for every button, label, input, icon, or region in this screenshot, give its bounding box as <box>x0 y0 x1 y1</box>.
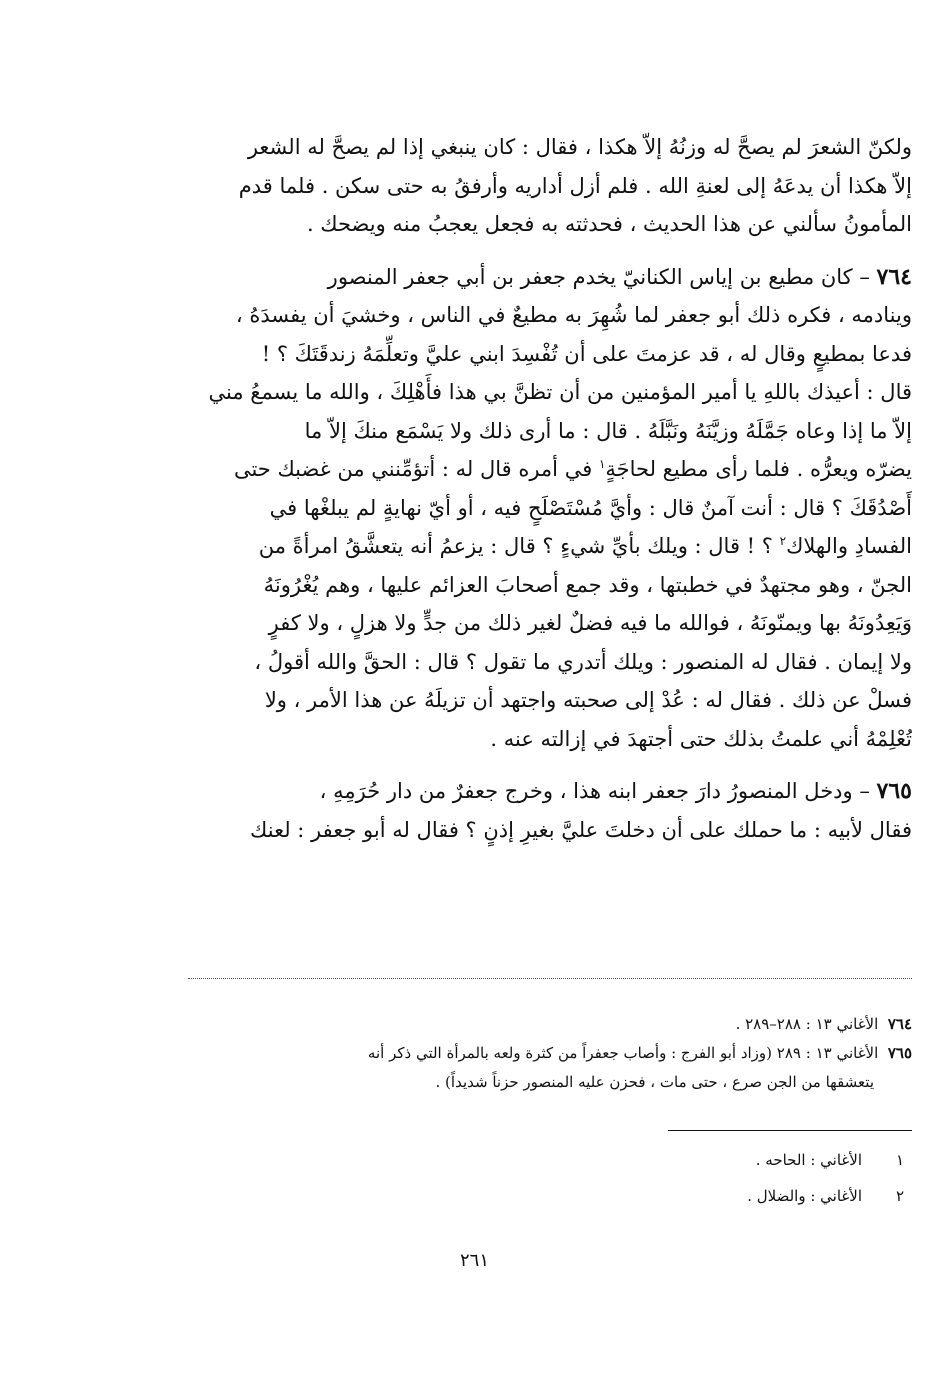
text-line: تُعْلِمْهُ أني علمتُ بذلك حتى أجتهدَ في إزالته عنه . <box>490 726 912 751</box>
text-line: قال : أعيذك باللهِ يا أمير المؤمنين من أن تظنَّ بي هذا فأَهْلِكَ ، والله ما يسمعُ مني <box>208 380 912 404</box>
footnote: ١الأغاني : الحاحه . <box>755 1151 904 1169</box>
source-entry: ٧٦٥ الأغاني ١٣ : ٢٨٩ (وزاد أبو الفرج : وأصاب جعفراً من كثرة ولعه بالمرأة التي ذكر أنه <box>367 1044 912 1062</box>
text-line: وينادمه ، فكره ذلك أبو جعفر لما شُهِرَ به مطيعٌ في الناس ، وخشيَ أن يفسدَهُ ، <box>235 303 912 327</box>
text-line: فقال لأبيه : ما حملك على أن دخلتَ عليَّ بغيرِ إذنٍ ؟ فقال له أبو جعفر : لعنك <box>250 817 912 842</box>
text-line: الفسادِ والهلاك$^٢$ ؟ ! قال : ويلك بأيِّ شيءٍ ؟ قال : يزعمُ أنه يتعشَّقُ امرأةً من <box>258 534 912 558</box>
page-number: ٢٦١ <box>459 1250 489 1271</box>
text-line: وَيَعِدُونَهُ بها ويمنّونَهُ ، فوالله ما فيه فضلٌ لغير ذلك من جدٍّ ولا هزلٍ ، ولا كفرٍ <box>268 611 912 635</box>
text-line: أَصْدُقَكَ ؟ قال : أنت آمنٌ قال : وأيَّ مُسْتَصْلَحٍ فيه ، أو أيّ نهايةٍ لم يبلغْها في <box>269 495 912 520</box>
text-line: الجنّ ، وهو مجتهدٌ في خطبتها ، وقد جمع أصحابَ العزائم عليها ، وهم يُغْرُونَهُ <box>263 572 912 597</box>
paragraph-number: ٧٦٤ <box>876 263 912 290</box>
sources-block <box>186 1010 912 1097</box>
text-line: ولكنّ الشعرَ لم يصحَّ له وزنُهُ إلاّ هكذا ، فقال : كان ينبغي إذا لم يصحَّ له الشعر <box>247 135 912 159</box>
main-text <box>186 128 912 849</box>
text-line: يضرّه ويعرُّه . فلما رأى مطيع لحاجَةٍ$^١$ في أمره قال له : أتؤمِّنني من غضبك حتى <box>233 457 912 481</box>
text-line: فدعا بمطيعٍ وقال له ، قد عزمتَ على أن تُفْسِدَ ابني عليَّ وتعلِّمَهُ زندقَتَكَ ؟ ! <box>261 341 912 366</box>
text-line: ولا إيمان . فقال له المنصور : ويلك أتدري ما تقول ؟ قال : الحقَّ والله أقولُ ، <box>254 649 912 674</box>
footnotes-separator <box>668 1130 912 1131</box>
text-line: ٧٦٥ – ودخل المنصورُ دارَ جعفر ابنه هذا ، وخرج جعفرٌ من دار حُرَمِهِ ، <box>319 778 912 804</box>
footnote-ref: ٢ <box>779 534 787 548</box>
paragraph-764 <box>186 258 912 759</box>
text-line: إلاّ هكذا أن يدعَهُ إلى لعنةِ الله . فلم أزل أداريه وأرفقُ به حتى سكن . فلما قدم <box>238 173 912 198</box>
footnote-ref: ١ <box>598 457 606 471</box>
footnote: ٢الأغاني : والضلال . <box>747 1187 904 1205</box>
text-line: فسلْ عن ذلك . فقال له : عُدْ إلى صحبته واجتهد أن تزيلَهُ عن هذا الأمر ، ولا <box>264 688 912 712</box>
footnotes-block <box>500 1142 912 1214</box>
text-line: إلاّ ما إذا وعاه جَمَّلَهُ وزيَّنَهُ ونَبَّلَهُ . قال : ما أرى ذلك ولا يَسْمَع منكَ إلاّ ما <box>304 418 912 443</box>
source-entry-continuation: يتعشقها من الجن صرع ، حتى مات ، فحزن عليه المنصور حزناً شديداً) . <box>435 1073 874 1091</box>
paragraph-765 <box>186 772 912 849</box>
sources-separator <box>188 978 912 979</box>
paragraph-number: ٧٦٥ <box>876 778 912 804</box>
text-line: ٧٦٤ – كان مطيع بن إياس الكنانيّ يخدم جعفر بن أبي جعفر المنصور <box>327 263 912 290</box>
text-line: المأمونُ سألني عن هذا الحديث ، فحدثته به فجعل يعجبُ منه ويضحك . <box>306 212 912 236</box>
paragraph-continued <box>186 128 912 244</box>
source-entry: ٧٦٤ الأغاني ١٣ : ٢٨٨–٢٨٩ . <box>735 1015 912 1033</box>
